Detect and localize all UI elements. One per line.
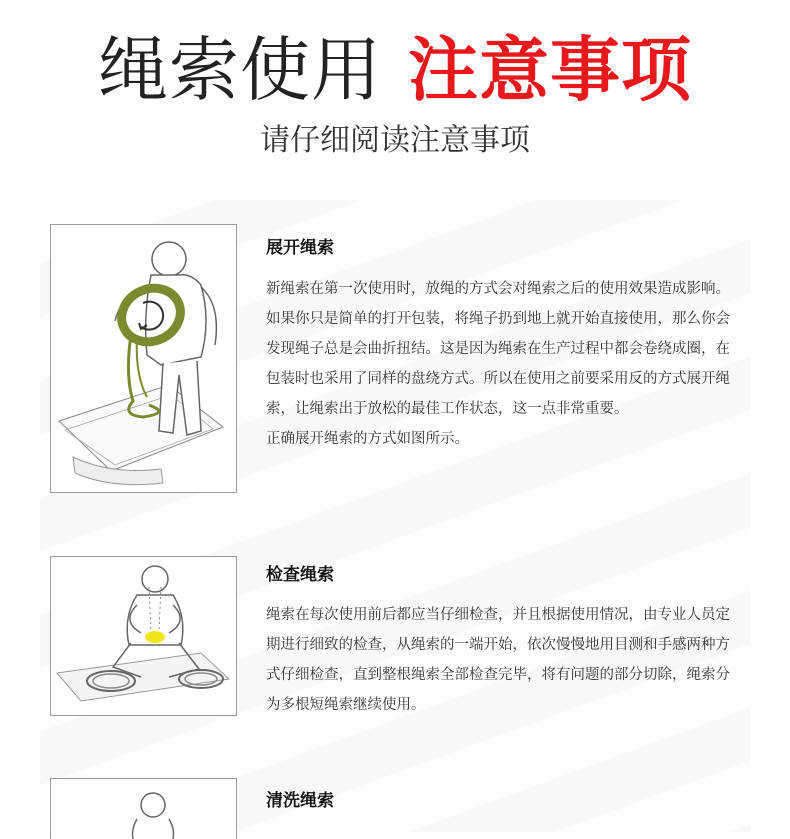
section-title: 清洗绳索 xyxy=(266,791,334,811)
section-paragraph: 新绳索在第一次使用时，放绳的方式会对绳索之后的使用效果造成影响。如果你只是简单的打开包装，将绳子扔到地上就开始直接使用，那么你会发现绳子总是会曲折扭结。这是因为绳索在生产过程中都会卷绕成圈，在包装时也采用了同样的盘绕方式。所以在使用之前要采用反的方式展开绳索，让绳索出于放松的最佳工作状态，这一点非常重要。 xyxy=(266,281,730,417)
unroll-illustration xyxy=(50,224,237,493)
page-subtitle: 请仔细阅读注意事项 xyxy=(260,123,530,158)
page-header xyxy=(0,0,790,200)
wash-illustration xyxy=(50,778,237,839)
title-plain: 绳索使用 xyxy=(98,29,382,111)
section-body xyxy=(266,274,732,454)
section-title: 检查绳索 xyxy=(266,565,334,585)
section-paragraph: 正确展开绳索的方式如图所示。 xyxy=(266,431,469,447)
section-paragraph: 绳索在每次使用前后都应当仔细检查，并且根据使用情况，由专业人员定期进行细致的检查，从绳索的一端开始，依次慢慢地用目测和手感两种方式仔细检查，直到整根绳索全部检查完毕，将有问题的部分切除，绳索分为多根短绳索继续使用。 xyxy=(266,607,730,713)
person-washing-rope-image xyxy=(51,779,236,839)
title-accent: 注意事项 xyxy=(408,29,692,111)
person-unrolling-rope-image xyxy=(51,225,236,492)
page-title xyxy=(0,22,790,118)
section-title: 展开绳索 xyxy=(266,238,334,258)
inspect-illustration xyxy=(50,556,237,716)
section-body xyxy=(266,600,732,720)
person-inspecting-rope-image xyxy=(51,557,236,715)
